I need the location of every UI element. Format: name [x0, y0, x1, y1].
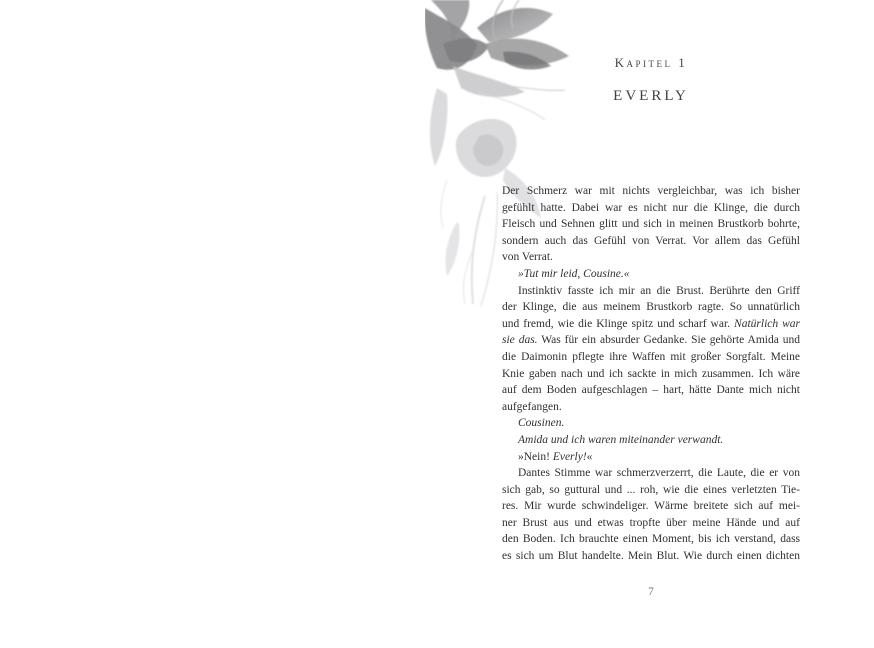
text-line: Instinktiv fasste ich mir an die Brust. Berührte den Griff	[518, 284, 800, 297]
text-line: »Tut mir leid, Cousine.«	[518, 267, 630, 280]
text-line: res. Mir wurde schwindeliger. Wärme breitete sich auf mei-	[502, 500, 801, 513]
text-line: sie das. Was für ein absurder Gedanke. Sie gehörte Amida und	[502, 334, 800, 347]
text-line: den Boden. Ich brauchte einen Moment, bis ich verstand, dass	[502, 533, 801, 546]
text-line: »Nein! Everly!«	[518, 450, 593, 463]
text-line: Fleisch und Sehnen glitt und sich in meinen Brustkorb bohrte,	[502, 218, 800, 231]
text-line: Der Schmerz war mit nichts vergleichbar, was ich bisher	[502, 185, 800, 197]
text-line: die Daimonin pflegte ihre Waffen mit großer Sorgfalt. Meine	[502, 350, 801, 363]
text-line: Knie gaben nach und ich sackte in mich zusammen. Ich wäre	[502, 367, 801, 380]
text-line: sich gab, so guttural und ... roh, wie die eines verletzten Tie-	[502, 483, 800, 496]
text-line: ner Brust aus und etwas tropfte über meine Hände und auf	[502, 516, 800, 529]
text-line: aufgefangen.	[502, 400, 562, 413]
text-line: sondern auch das Gefühl von Verrat. Vor allem das Gefühl	[502, 234, 800, 247]
text-line: und fremd, wie die Klinge spitz und scharf war. Natürlich war	[502, 317, 801, 330]
chapter-title: EVERLY	[613, 88, 689, 104]
text-line: der Klinge, die aus meinem Brustkorb ragte. So unnatürlich	[502, 301, 801, 314]
text-line: Cousinen.	[518, 417, 565, 430]
text-line: Dantes Stimme war schmerzverzerrt, die Laute, die er von	[518, 467, 800, 480]
text-line: Amida und ich waren miteinander verwandt.	[518, 433, 724, 446]
text-column	[502, 0, 800, 648]
text-line: es sich um Blut handelte. Mein Blut. Wie durch einen dichten	[502, 550, 800, 563]
text-line: von Verrat.	[502, 251, 553, 264]
text-line: auf dem Boden aufgeschlagen – hart, hätte Dante mich nicht	[502, 384, 800, 397]
body-text	[502, 183, 800, 565]
page-number: 7	[648, 586, 654, 598]
text-line: gefühlt hatte. Dabei war es nicht nur die Klinge, die durch	[502, 201, 801, 214]
chapter-label: Kapitel 1	[614, 55, 688, 70]
